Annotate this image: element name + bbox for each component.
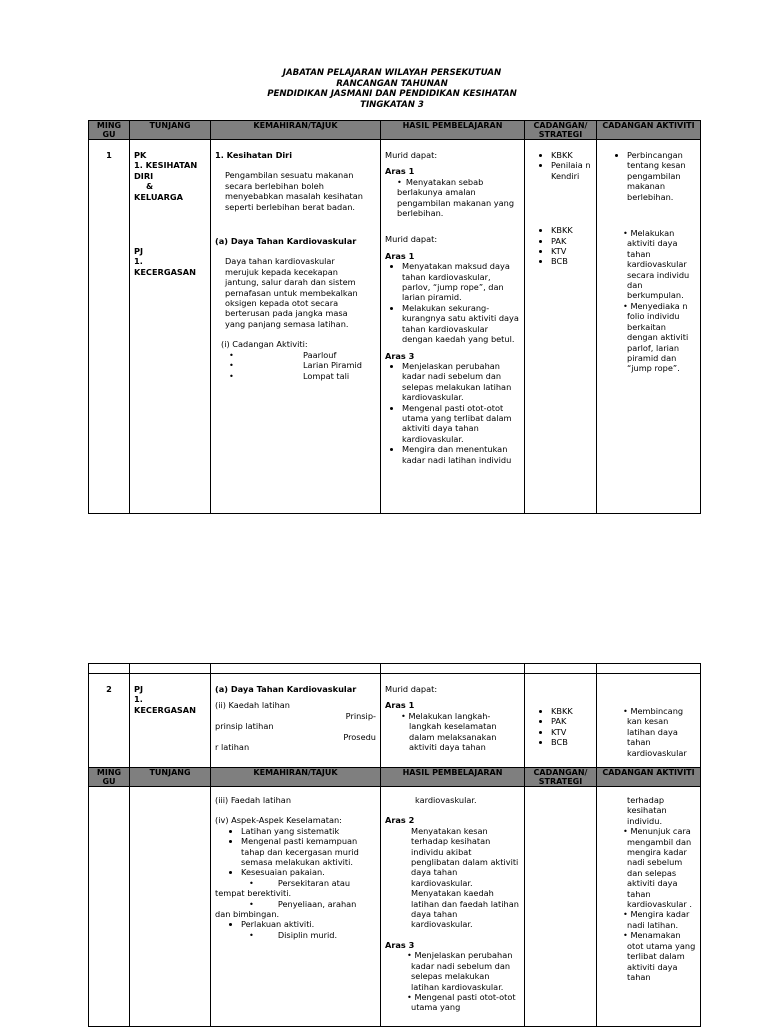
hasil-item: • Menyatakan sebab berlakunya amalan pengambilan makanan yang berlebihan. (397, 177, 520, 219)
topic2-title: (a) Daya Tahan Kardiovaskular (215, 236, 357, 247)
cadangan-item: Paarlouf (303, 349, 337, 360)
tunjang-cell (130, 140, 211, 514)
col-minggu: MING GU (89, 768, 130, 787)
cadangan-item: Larian Piramid (303, 360, 362, 371)
week-number: 1 (89, 140, 130, 514)
aktiviti-cell: • Membincang kan kesan latihan daya tahan kardiovaskular (597, 674, 701, 768)
hasil-cell (381, 674, 525, 768)
list-item: • BCB (551, 256, 592, 266)
header-line-3: PENDIDIKAN JASMANI DAN PENDIDIKAN KESIHATAN (267, 89, 517, 99)
col-aktiviti: CADANGAN AKTIVITI (597, 768, 701, 787)
topic2-body: Daya tahan kardiovaskular merujuk kepada kecekapan jantung, salur darah dan sistem pernafasan untuk membekalkan oksigen kepada otot secara berterusan pada jangka masa yang panjang semasa latihan. (225, 256, 358, 329)
plan-table-week1 (88, 120, 701, 514)
list-item: Mengira kadar nadi latihan. (627, 909, 690, 930)
col-strategi: CADANGAN/ STRATEGI (525, 768, 597, 787)
table-header-row-2 (89, 768, 701, 787)
topic-title: (a) Daya Tahan Kardiovaskular (215, 684, 357, 694)
aras-label: Aras 1 (385, 250, 415, 261)
table-row-week1 (89, 140, 701, 514)
kemahiran-cell: (a) Daya Tahan Kardiovaskular (ii) Kaedah latihan Prinsip- prinsip latihan Prosedu r latihan (211, 674, 381, 768)
table-row-week2-cont (89, 787, 701, 1027)
table-header-row-empty (89, 664, 701, 674)
topic1-title: 1. Kesihatan Diri (215, 150, 293, 160)
header-line-1: JABATAN PELAJARAN WILAYAH PERSEKUTUAN (282, 68, 502, 78)
col-kemahiran: KEMAHIRAN/TAJUK (211, 121, 381, 140)
list-item: • KBKK (551, 225, 592, 235)
col-strategi: CADANGAN/ STRATEGI (525, 121, 597, 140)
list-item: Membincang kan kesan latihan daya tahan kardiovaskular (627, 706, 687, 758)
strategi-cell (525, 140, 597, 514)
aras-label: Aras 1 (385, 700, 415, 711)
col-tunjang: TUNJANG (130, 121, 211, 140)
list-item: Menjelaskan perubahan kadar nadi sebelum dan selepas melakukan latihan kardiovaskular. (411, 950, 513, 992)
list-item: • Perlakuan aktiviti. (241, 919, 376, 929)
list-item: • Menyatakan maksud daya tahan kardiovaskular, parlov, “jump rope”, dan larian piramid. (402, 261, 520, 303)
strategi-cell (525, 674, 597, 768)
list-item: • KTV (551, 727, 592, 737)
pakaian-list (215, 867, 376, 877)
aktiviti-cell (597, 140, 701, 514)
list-item: • Mengira dan menentukan kadar nadi latihan individu (402, 444, 520, 465)
list-item: • KTV (551, 246, 592, 256)
kaedah-label: (ii) Kaedah latihan (215, 700, 290, 711)
col-hasil: HASIL PEMBELAJARAN (381, 768, 525, 787)
list-item: Melakukan aktiviti daya tahan kardiovaskular secara individu dan berkumpulan. (627, 228, 690, 301)
hasil-item: • Melakukan langkah-langkah keselamatan dalam melaksanakan aktiviti daya tahan (401, 710, 497, 753)
list-item: • Menjelaskan perubahan kadar nadi sebelum dan selepas melakukan latihan kardiovaskular. (402, 361, 520, 403)
aras-label: Aras 3 (385, 350, 415, 361)
aras2-body: Menyatakan kesan terhadap kesihatan individu akibat penglibatan dalam aktiviti daya tahan kardiovaskular. Menyatakan kaedah latihan dan faedah latihan daya tahan kardiovaskular. (411, 825, 519, 930)
list-item: Mengenal pasti otot-otot utama yang (411, 991, 516, 1013)
cadangan-item: Lompat tali (303, 370, 350, 381)
aktiviti-cell: terhadap kesihatan individu. • Menunjuk cara mengambil dan mengira kadar nadi sebelum dan selepas aktiviti daya tahan kardiovaskular . • Mengira kadar nadi latihan. • Menamakan otot utama yang terlibat dalam aktiviti daya tahan (597, 787, 701, 1027)
strategi-list (529, 706, 592, 748)
plan-table-week2 (88, 663, 701, 1027)
list-item: • PAK (551, 716, 592, 726)
list-item: Menyediaka n folio individu berkaitan dengan aktiviti parlof, larian piramid dan “jump rope”. (627, 300, 689, 374)
faedah-label: (iii) Faedah latihan (215, 795, 292, 805)
topic1-body: Pengambilan sesuatu makanan secara berlebihan boleh menyebabkan masalah kesihatan seperti berlebihan berat badan. (225, 170, 363, 212)
cadangan-label: (i) Cadangan Aktiviti: (221, 339, 308, 350)
col-aktiviti: CADANGAN AKTIVITI (597, 121, 701, 140)
hasil-intro: Murid dapat: (385, 684, 438, 694)
col-tunjang: TUNJANG (130, 768, 211, 787)
strategi-list-b (529, 225, 592, 267)
list-item: Menamakan otot utama yang terlibat dalam aktiviti daya tahan (627, 930, 696, 982)
col-minggu: MING GU (89, 121, 130, 140)
list-item: • KBKK (551, 706, 592, 716)
col-hasil: HASIL PEMBELAJARAN (381, 121, 525, 140)
table-row-week2 (89, 674, 701, 768)
aspek-label: (iv) Aspek-Aspek Keselamatan: (215, 815, 342, 826)
list-item: • Mengenal pasti otot-otot utama yang terlibat dalam aktiviti daya tahan kardiovaskular. (402, 403, 520, 445)
list-item: • Penilaia n Kendiri (551, 160, 592, 181)
aras-label: Aras 2 (385, 815, 415, 826)
hasil-cell: kardiovaskular. Aras 2 Menyatakan kesan terhadap kesihatan individu akibat penglibatan dalam aktiviti daya tahan kardiovaskular. Menyatakan kaedah latihan dan faedah latihan daya tahan kardiovaskular. Aras 3 • Menjelaskan perubahan kadar nadi sebelum dan selepas melakukan latihan kardiovaskular. • Mengenal pasti otot-otot utama yang (381, 787, 525, 1027)
list-item: • Latihan yang sistematik (241, 826, 376, 836)
week-number: 2 (89, 674, 130, 768)
kemahiran-cell: (iii) Faedah latihan (iv) Aspek-Aspek Keselamatan: • Latihan yang sistematik • Mengenal pasti kemampuan tahap dan kecergasan murid semasa melakukan aktiviti. • Kesesuaian pakaian. • Persekitaran atau tempat berektiviti. • Penyeliaan, arahan dan bimbingan. • Perlakuan aktiviti. • Disiplin murid. (211, 787, 381, 1027)
list-item: • BCB (551, 737, 592, 747)
tunjang-pj: PJ 1. KECERGASAN (134, 246, 196, 277)
document-header (0, 68, 768, 110)
hasil-intro: Murid dapat: (385, 150, 438, 160)
list-item: • Kesesuaian pakaian. (241, 867, 376, 877)
header-line-4: TINGKATAN 3 (360, 99, 424, 110)
aras-label: Aras 3 (385, 939, 415, 950)
cadangan-list: • Paarlouf • Larian Piramid • Lompat tali (229, 349, 362, 381)
hasil-cell (381, 140, 525, 514)
list-item: • Perbincangan tentang kesan pengambilan makanan berlebihan. (627, 150, 696, 202)
aspek-list (215, 826, 376, 857)
tunjang-cell: PJ 1. KECERGASAN (130, 674, 211, 768)
list-item: • PAK (551, 236, 592, 246)
aktiviti-list-b: • Melakukan aktiviti daya tahan kardiovaskular secara individu dan berkumpulan. • Menyediaka n folio individu berkaitan dengan aktiviti parlof, larian piramid dan “jump rope”. (623, 228, 690, 374)
list-item: • Melakukan sekurang-kurangnya satu aktiviti daya tahan kardiovaskular dengan kaedah yang betul. (402, 303, 520, 345)
col-kemahiran: KEMAHIRAN/TAJUK (211, 768, 381, 787)
perlakuan-list (215, 919, 376, 929)
aktiviti-list-a (601, 150, 696, 202)
list-item: • KBKK (551, 150, 592, 160)
header-line-2: RANCANGAN TAHUNAN (336, 78, 448, 89)
list-item: • Mengenal pasti kemampuan tahap dan kecergasan murid (241, 836, 376, 857)
hasil-intro: Murid dapat: (385, 234, 438, 245)
list-item: Menunjuk cara mengambil dan mengira kadar nadi sebelum dan selepas aktiviti daya tahan kardiovaskular . (627, 826, 692, 910)
hasil-list (385, 261, 520, 344)
strategi-list-a (529, 150, 592, 181)
tunjang-pk: PK 1. KESIHATAN DIRI & KELUARGA (134, 150, 198, 202)
kemahiran-cell (211, 140, 381, 514)
table-header-row (89, 121, 701, 140)
aras-label: Aras 1 (385, 166, 415, 177)
hasil-list (385, 361, 520, 465)
